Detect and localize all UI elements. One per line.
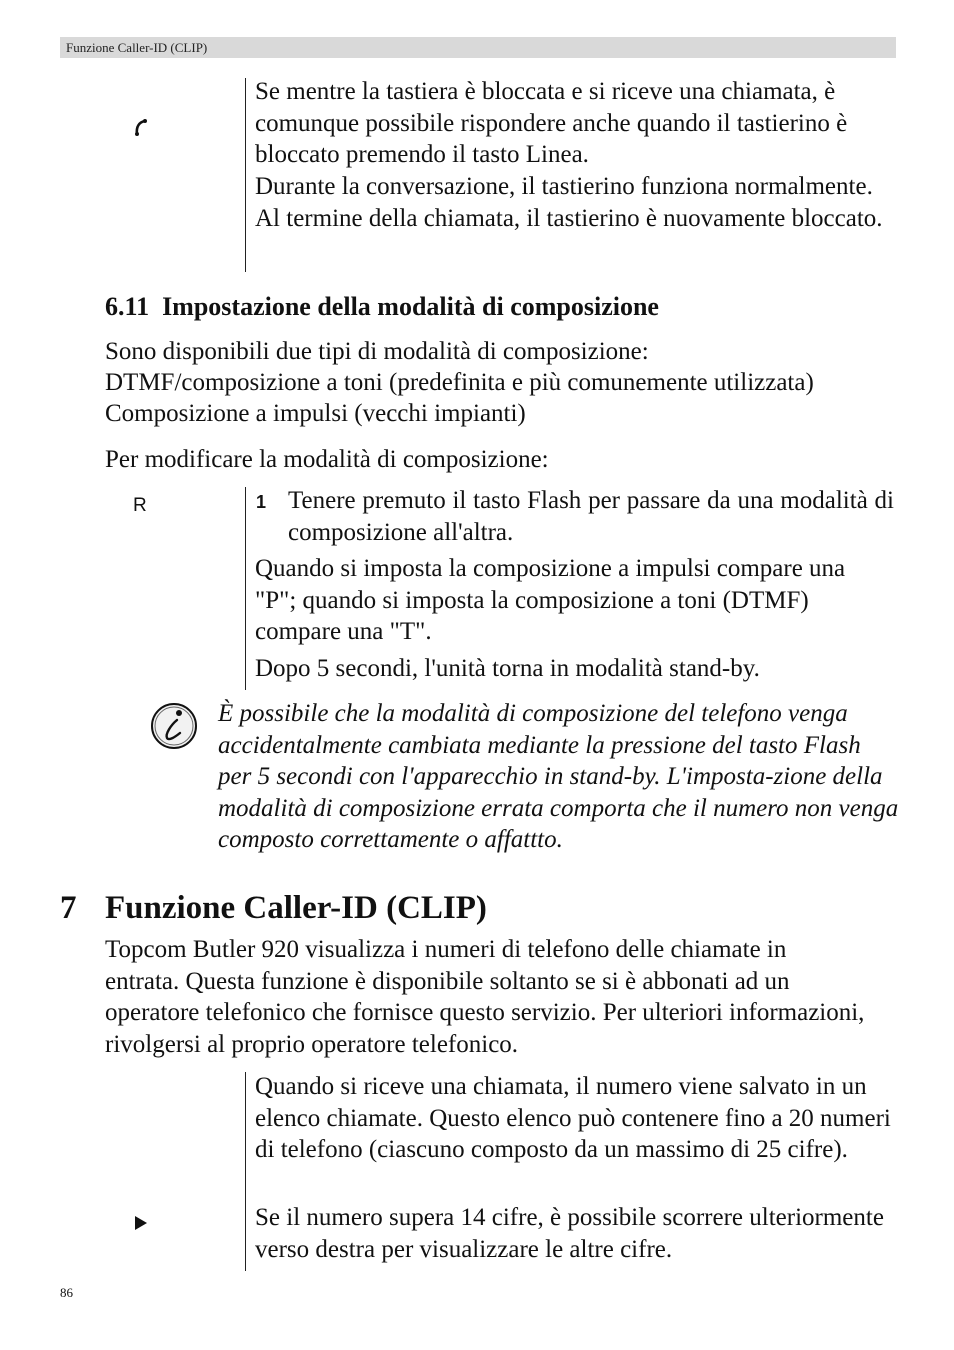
note-text: È possibile che la modalità di composizione del telefono venga accidentalmente cambiata mediante la pressione del tasto Flash per 5 secondi con l'apparecchio in stand-by. L'imposta-zione della modalità di composizione errata comporta che il numero non venga composto correttamente o affattto. [218,700,899,853]
margin-rule [245,78,246,272]
info-note-icon [149,701,199,756]
paragraph-keypad-locked-answer: Se mentre la tastiera è bloccata e si riceve una chiamata, è comunque possibile rispondere anche quando il tastierino è bloccato premendo il tasto Linea. [255,78,848,168]
running-header [60,37,896,58]
phone-handset-icon [134,118,148,143]
right-arrow-icon [134,1215,148,1236]
margin-rule [245,1072,246,1271]
section-heading: 6.11 Impostazione della modalità di composizione [105,292,659,321]
running-header-title: Funzione Caller-ID (CLIP) [66,40,208,55]
step-number: 1 [256,492,267,512]
intro-line-1: Sono disponibili due tipi di modalità di composizione: [105,338,649,365]
modify-intro: Per modificare la modalità di composizione: [105,446,549,473]
r-key-icon: R [133,495,147,516]
intro-line-2: DTMF/composizione a toni (predefinita e più comunemente utilizzata) [105,369,814,396]
paragraph-scroll-digits: Se il numero supera 14 cifre, è possibile scorrere ulteriormente verso destra per visualizzare le altre cifre. [255,1204,884,1263]
chapter-intro: Topcom Butler 920 visualizza i numeri di telefono delle chiamate in entrata. Questa funzione è disponibile soltanto se si è abbonati ad un operatore telefonico che fornisce questo servizio. Per ulteriori informazioni, rivolgersi al proprio operatore telefonico. [105,936,865,1058]
chapter-number: 7 [60,890,77,926]
paragraph-keypad-during-call: Durante la conversazione, il tastierino funziona normalmente. Al termine della chiamata, il tastierino è nuovamente bloccato. [255,173,883,232]
page-number: 86 [60,1285,73,1300]
chapter-title: Funzione Caller-ID (CLIP) [105,890,487,926]
margin-rule [245,487,246,690]
paragraph-p-t-indicator: Quando si imposta la composizione a impulsi compare una "P"; quando si imposta la composizione a toni (DTMF) compare una "T". [255,555,846,645]
intro-line-3: Composizione a impulsi (vecchi impianti) [105,400,526,427]
step-text: Tenere premuto il tasto Flash per passare da una modalità di composizione all'altra. [288,487,894,546]
paragraph-standby-return: Dopo 5 secondi, l'unità torna in modalità stand-by. [255,655,760,682]
paragraph-call-list: Quando si riceve una chiamata, il numero viene salvato in un elenco chiamate. Questo elenco può contenere fino a 20 numeri di telefono (ciascuno composto da un massimo di 25 cifre). [255,1073,891,1163]
